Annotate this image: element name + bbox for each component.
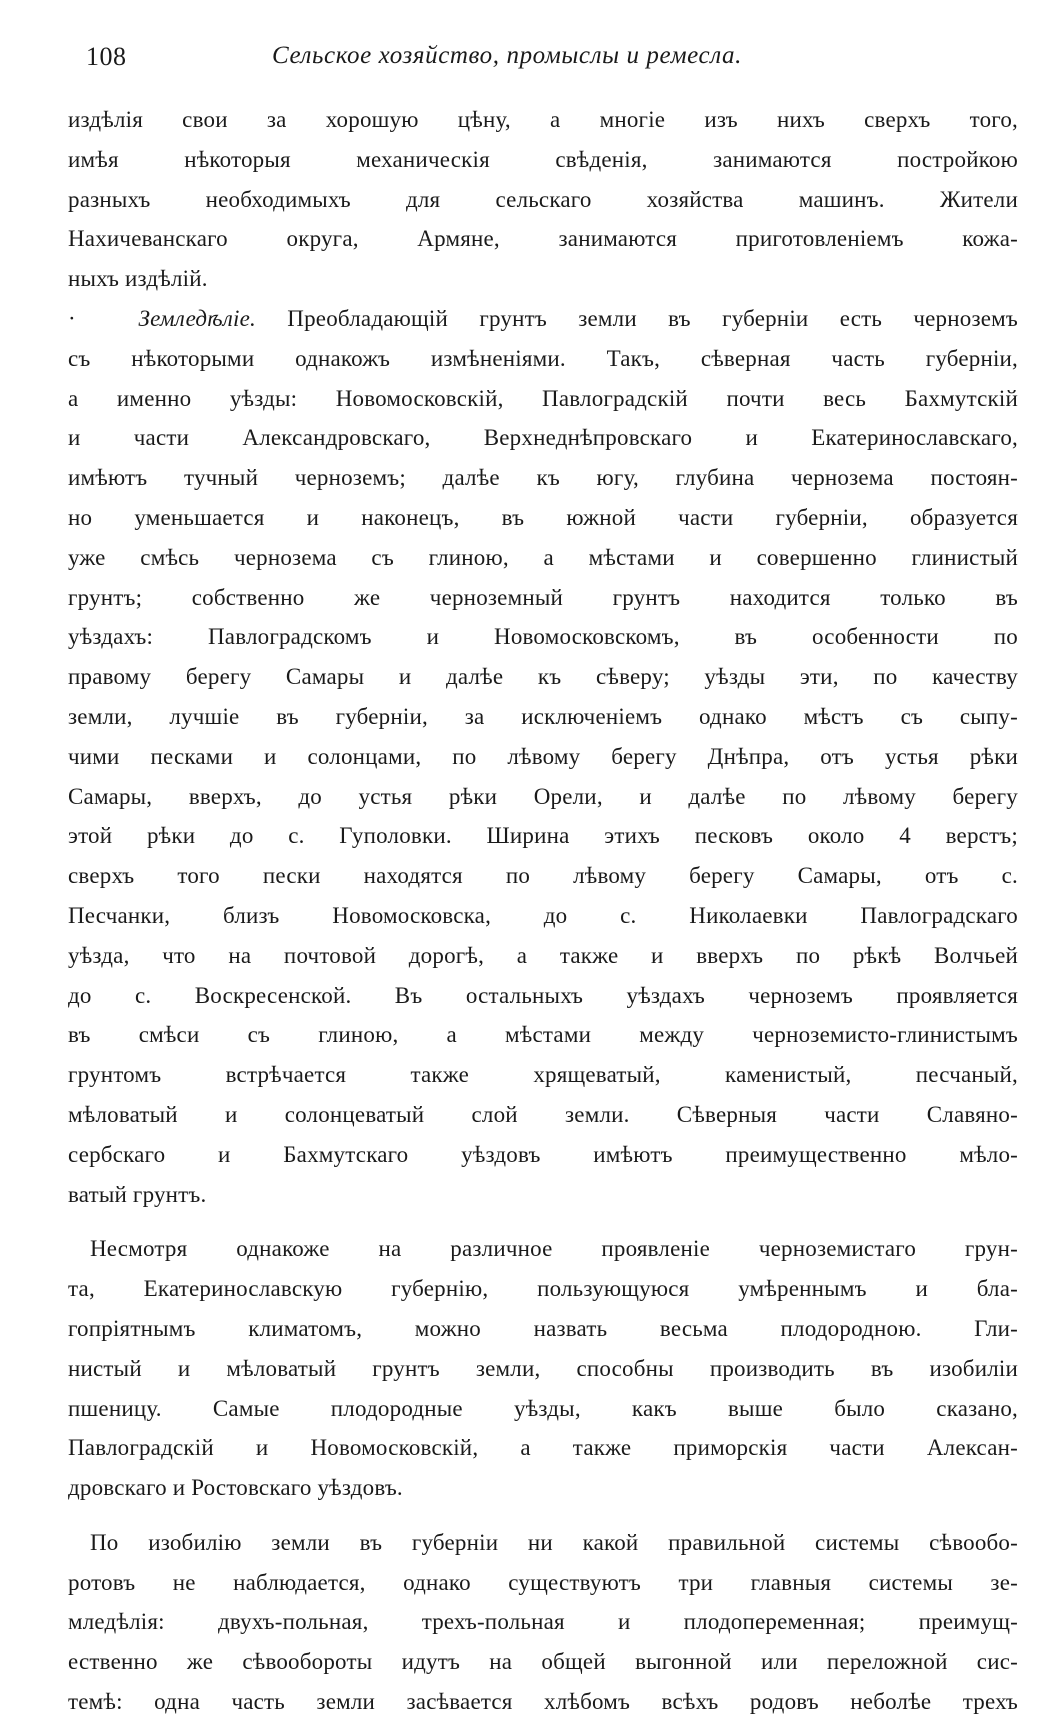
text-line: сербскаго и Бахмутскаго уѣздовъ имѣютъ преимущественно мѣло-	[68, 1141, 1018, 1167]
text-line: съ нѣкоторыми однакожъ измѣненіями. Такъ, сѣверная часть губерніи,	[68, 345, 1018, 371]
paragraph-crop-rotation	[68, 1523, 1018, 1722]
text-line-rest: Преобладающій грунтъ земли въ губерніи есть черноземъ	[287, 305, 1018, 331]
paragraph-gap	[68, 1508, 1018, 1523]
text-line: ватый грунтъ.	[68, 1181, 207, 1207]
text-line: ественно же сѣвообороты идутъ на общей выгонной или переложной сис-	[68, 1649, 1018, 1675]
text-line: мледѣлія: двухъ-польная, трехъ-польная и плодопеременная; преимущ-	[68, 1609, 1018, 1635]
text-line: въ смѣси съ глиною, а мѣстами между черноземисто-глинистымъ	[68, 1022, 1018, 1048]
text-line: издѣлія свои за хорошую цѣну, а многіе изъ нихъ сверхъ того,	[68, 107, 1018, 132]
running-title: Сельское хозяйство, промыслы и ремесла.	[272, 42, 742, 69]
paragraph-agriculture	[68, 299, 1018, 1214]
text-line: имѣя нѣкоторыя механическія свѣденія, занимаются постройкою	[68, 146, 1018, 172]
text-line: гопріятнымъ климатомъ, можно назвать весьма плодородною. Гли-	[68, 1315, 1018, 1341]
text-line: сверхъ того пески находятся по лѣвому берегу Самары, отъ с.	[68, 863, 1018, 889]
text-line: темѣ: одна часть земли засѣвается хлѣбомъ всѣхъ родовъ неболѣе трехъ	[68, 1689, 1018, 1715]
lead-marker: ·	[68, 305, 76, 331]
text-line: и части Александровскаго, Верхнеднѣпровскаго и Екатеринославскаго,	[68, 425, 1018, 451]
text-line: ныхъ издѣлій.	[68, 266, 208, 292]
text-line: грунтомъ встрѣчается также хрящеватый, каменистый, песчаный,	[68, 1062, 1018, 1088]
text-line: дровскаго и Ростовскаго уѣздовъ.	[68, 1475, 403, 1501]
page-header	[86, 42, 1026, 82]
text-line: Несмотря однакоже на различное проявленіе черноземистаго грун-	[90, 1236, 1018, 1262]
text-line: разныхъ необходимыхъ для сельскаго хозяйства машинъ. Жители	[68, 186, 1018, 212]
text-line	[68, 299, 1018, 339]
body-text	[68, 100, 1018, 1722]
text-line: Нахичеванскаго округа, Армяне, занимаются приготовленіемъ кожа-	[68, 226, 1018, 252]
text-line: та, Екатеринославскую губернію, пользующуюся умѣреннымъ и бла-	[68, 1276, 1018, 1302]
text-line: этой рѣки до с. Гуполовки. Ширина этихъ песковъ около 4 верстъ;	[68, 823, 1018, 849]
text-line: уѣзда, что на почтовой дорогѣ, а также и вверхъ по рѣкѣ Волчьей	[68, 942, 1018, 968]
text-line: Павлоградскій и Новомосковскій, а также приморскія части Алексан-	[68, 1435, 1018, 1461]
text-line: уже смѣсь чернозема съ глиною, а мѣстами и совершенно глинистый	[68, 544, 1018, 570]
text-line: правому берегу Самары и далѣе къ сѣверу; уѣзды эти, по качеству	[68, 664, 1018, 690]
text-line: Самары, вверхъ, до устья рѣки Орели, и далѣе по лѣвому берегу	[68, 783, 1018, 809]
text-line: до с. Воскресенской. Въ остальныхъ уѣздахъ черноземъ проявляется	[68, 982, 1018, 1008]
text-line: нистый и мѣловатый грунтъ земли, способны производить въ изобиліи	[68, 1355, 1018, 1381]
text-line: мѣловатый и солонцеватый слой земли. Сѣверныя части Славяно-	[68, 1101, 1018, 1127]
text-line: ротовъ не наблюдается, однако существуютъ три главныя системы зе-	[68, 1569, 1018, 1595]
text-line: По изобилію земли въ губерніи ни какой правильной системы сѣвообо-	[90, 1529, 1018, 1555]
text-line: имѣютъ тучный черноземъ; далѣе къ югу, глубина чернозема постоян-	[68, 465, 1018, 491]
text-line: пшеницу. Самые плодородные уѣзды, какъ выше было сказано,	[68, 1395, 1018, 1421]
text-line: Песчанки, близъ Новомосковска, до с. Николаевки Павлоградскаго	[68, 902, 1018, 928]
paragraph-continuation	[68, 100, 1018, 299]
section-heading: Земледѣліе.	[138, 305, 256, 331]
text-line: земли, лучшіе въ губерніи, за исключеніемъ однако мѣстъ съ сыпу-	[68, 703, 1018, 729]
text-line: чими песками и солонцами, по лѣвому берегу Днѣпра, отъ устья рѣки	[68, 743, 1018, 769]
text-line: уѣздахъ: Павлоградскомъ и Новомосковскомъ, въ особенности по	[68, 624, 1018, 650]
paragraph-gap	[68, 1214, 1018, 1229]
text-line: а именно уѣзды: Новомосковскій, Павлоградскій почти весь Бахмутскій	[68, 385, 1018, 411]
text-line: грунтъ; собственно же черноземный грунтъ находится только въ	[68, 584, 1018, 610]
paragraph-fertility	[68, 1229, 1018, 1508]
page-number: 108	[86, 42, 127, 71]
text-line: но уменьшается и наконецъ, въ южной части губерніи, образуется	[68, 504, 1018, 530]
